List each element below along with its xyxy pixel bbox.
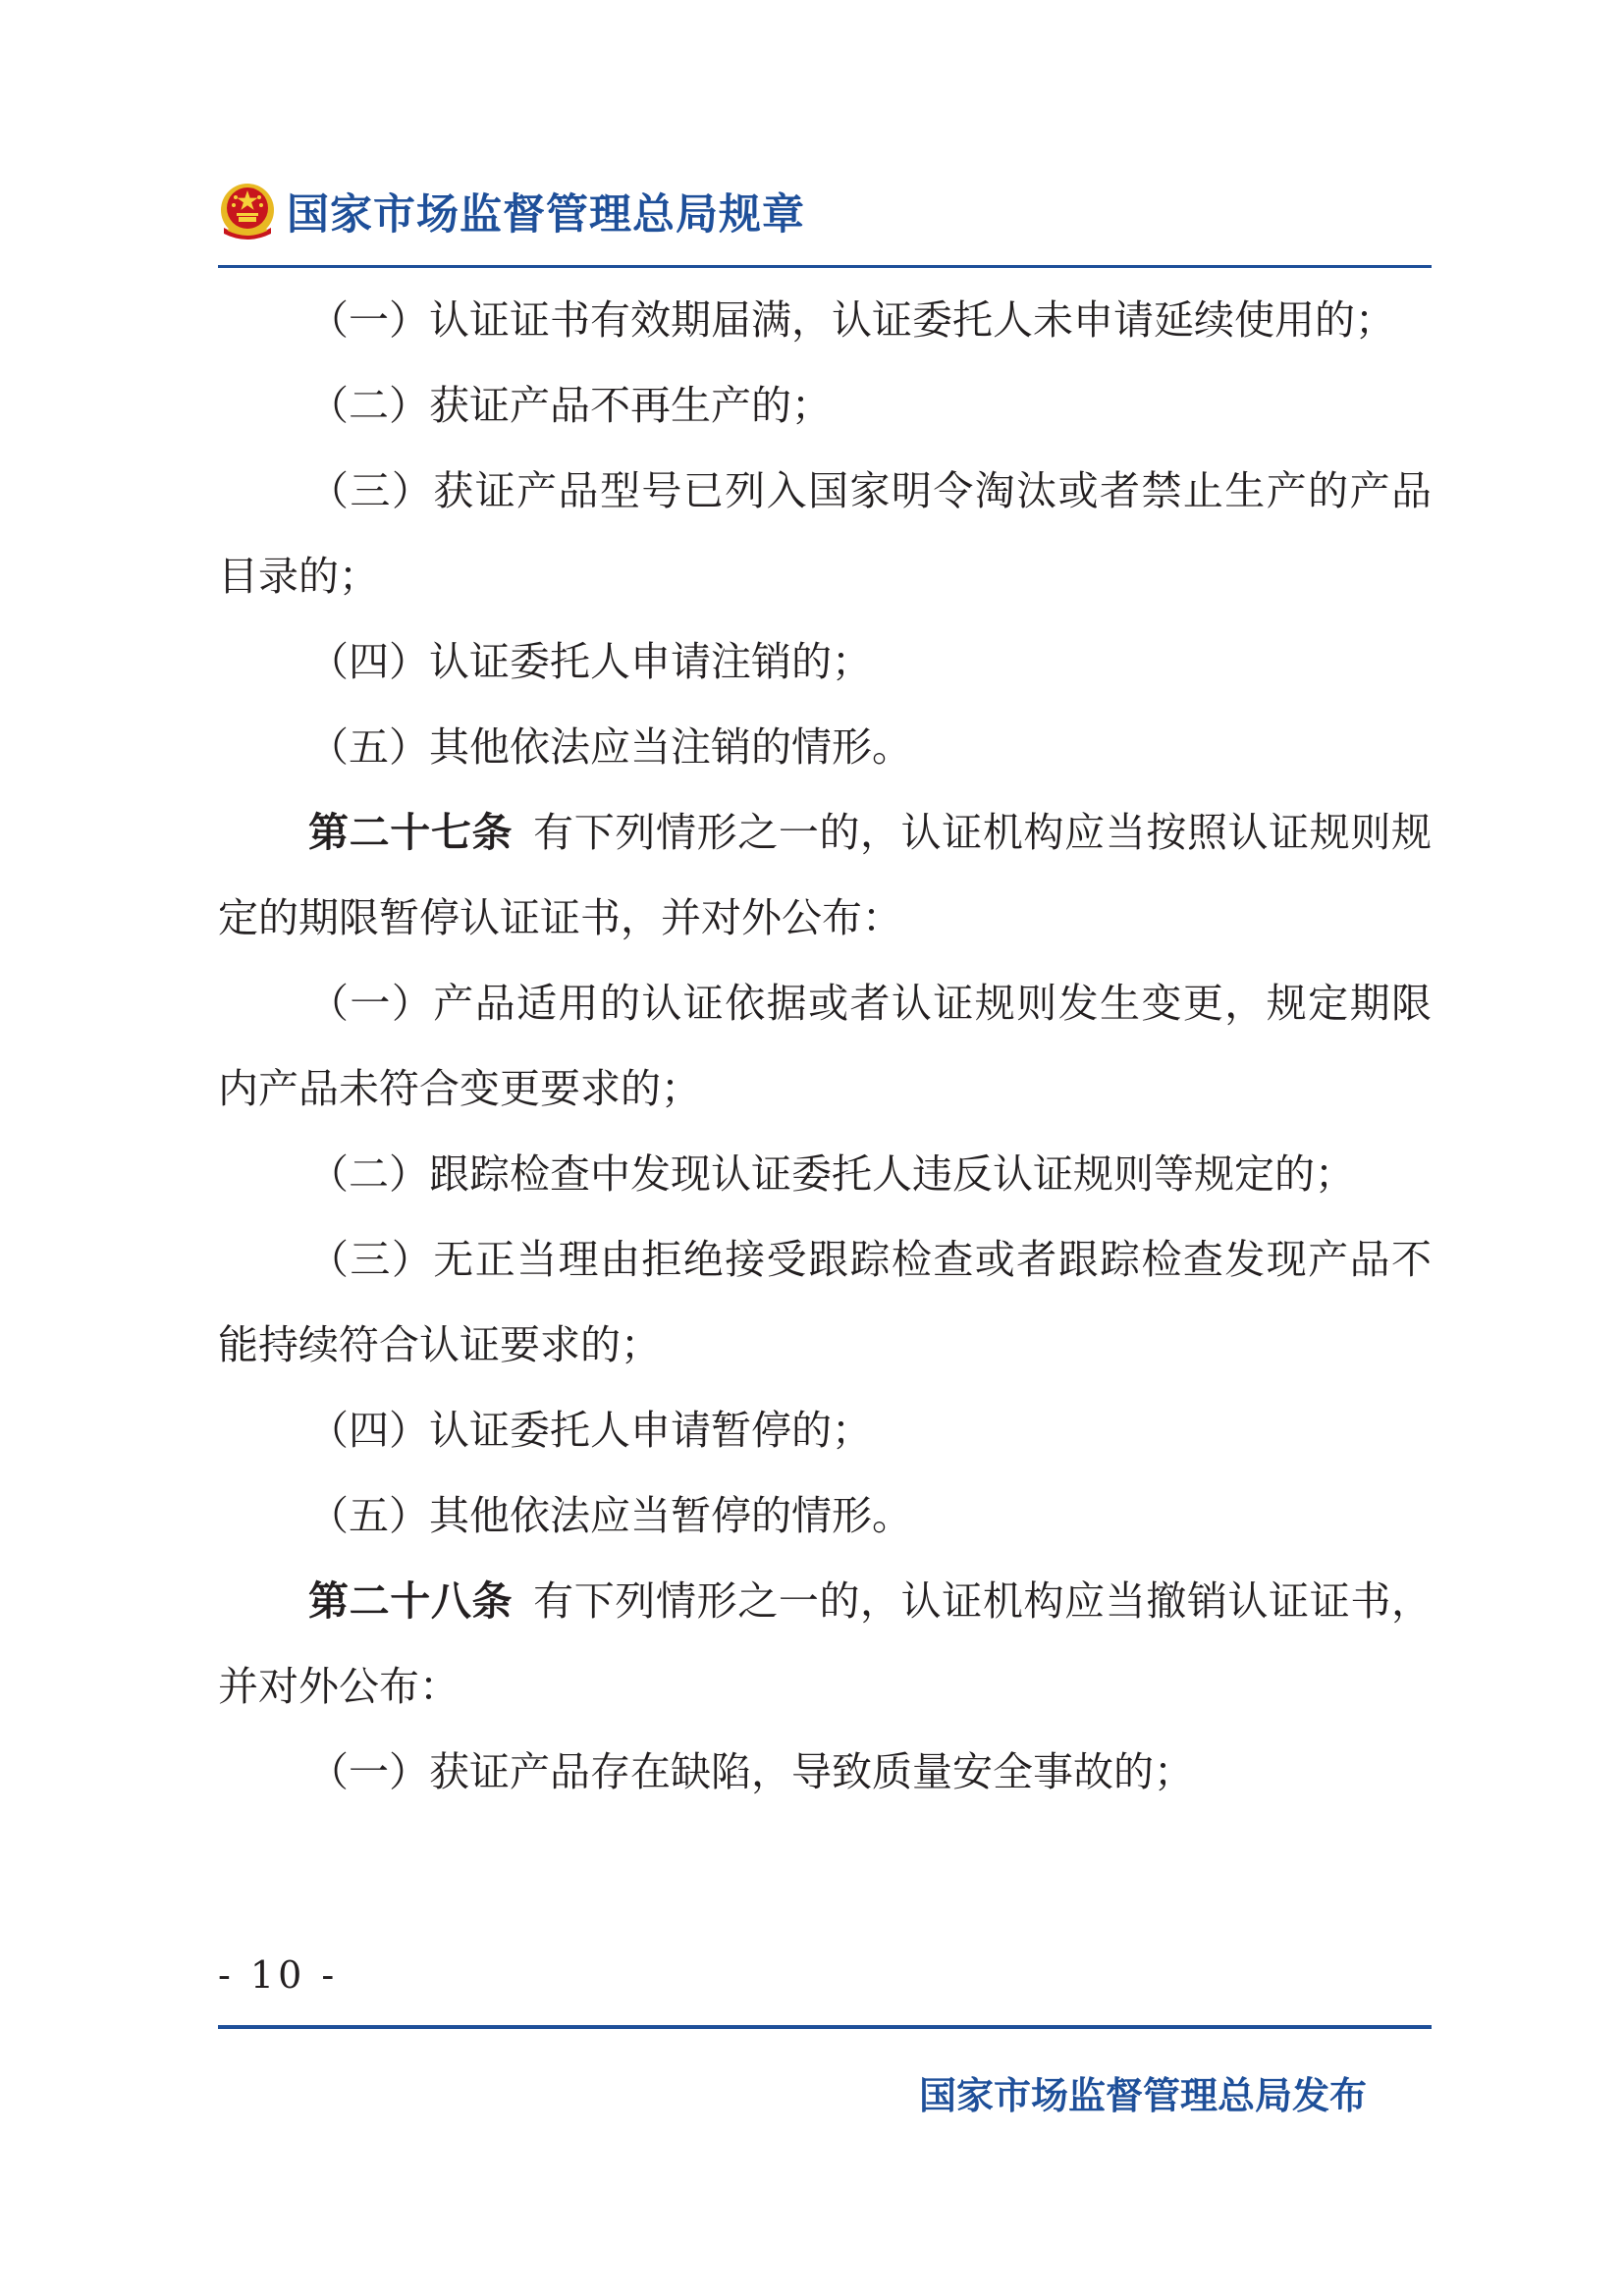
clause-paragraph xyxy=(218,961,1432,1132)
clause-paragraph xyxy=(218,278,1432,363)
article-number: 第二十七条 xyxy=(308,809,514,856)
article-paragraph xyxy=(218,1559,1432,1730)
clause-paragraph xyxy=(218,449,1432,619)
page-header xyxy=(218,177,805,245)
clause-paragraph xyxy=(218,1473,1432,1559)
paragraph-text: （四）认证委托人申请暂停的； xyxy=(308,1407,872,1454)
header-title: 国家市场监督管理总局规章 xyxy=(287,189,805,240)
clause-paragraph xyxy=(218,1217,1432,1388)
paragraph-text: （三）获证产品型号已列入国家明令淘汰或者禁止生产的产品目录的； xyxy=(218,467,1432,600)
clause-paragraph xyxy=(218,619,1432,705)
paragraph-text: （二）跟踪检查中发现认证委托人违反认证规则等规定的； xyxy=(308,1150,1355,1198)
national-emblem-icon xyxy=(218,179,277,243)
paragraph-text: （五）其他依法应当暂停的情形。 xyxy=(308,1492,912,1539)
footer-divider xyxy=(218,2025,1432,2029)
clause-paragraph xyxy=(218,1388,1432,1473)
article-number: 第二十八条 xyxy=(308,1577,514,1625)
header-divider xyxy=(218,265,1432,268)
paragraph-text: （三）无正当理由拒绝接受跟踪检查或者跟踪检查发现产品不能持续符合认证要求的； xyxy=(218,1236,1432,1368)
clause-paragraph xyxy=(218,363,1432,449)
paragraph-text: 有下列情形之一的，认证机构应当撤销认证证书，并对外公布： xyxy=(218,1577,1433,1710)
paragraph-text: （二）获证产品不再生产的； xyxy=(308,382,832,429)
article-paragraph xyxy=(218,790,1432,961)
paragraph-text: （一）获证产品存在缺陷，导致质量安全事故的； xyxy=(308,1748,1194,1795)
paragraph-text: 有下列情形之一的，认证机构应当按照认证规则规定的期限暂停认证证书，并对外公布： xyxy=(218,809,1433,941)
page-number: - 10 - xyxy=(218,1953,339,1997)
footer-publisher: 国家市场监督管理总局发布 xyxy=(918,2074,1367,2117)
paragraph-text: （一）认证证书有效期届满，认证委托人未申请延续使用的； xyxy=(308,296,1395,344)
clause-paragraph xyxy=(218,1132,1432,1217)
paragraph-text: （四）认证委托人申请注销的； xyxy=(308,638,872,685)
clause-paragraph xyxy=(218,705,1432,790)
document-body xyxy=(218,278,1432,1815)
paragraph-text: （一）产品适用的认证依据或者认证规则发生变更，规定期限内产品未符合变更要求的； xyxy=(218,980,1432,1112)
clause-paragraph xyxy=(218,1730,1432,1815)
paragraph-text: （五）其他依法应当注销的情形。 xyxy=(308,723,912,771)
